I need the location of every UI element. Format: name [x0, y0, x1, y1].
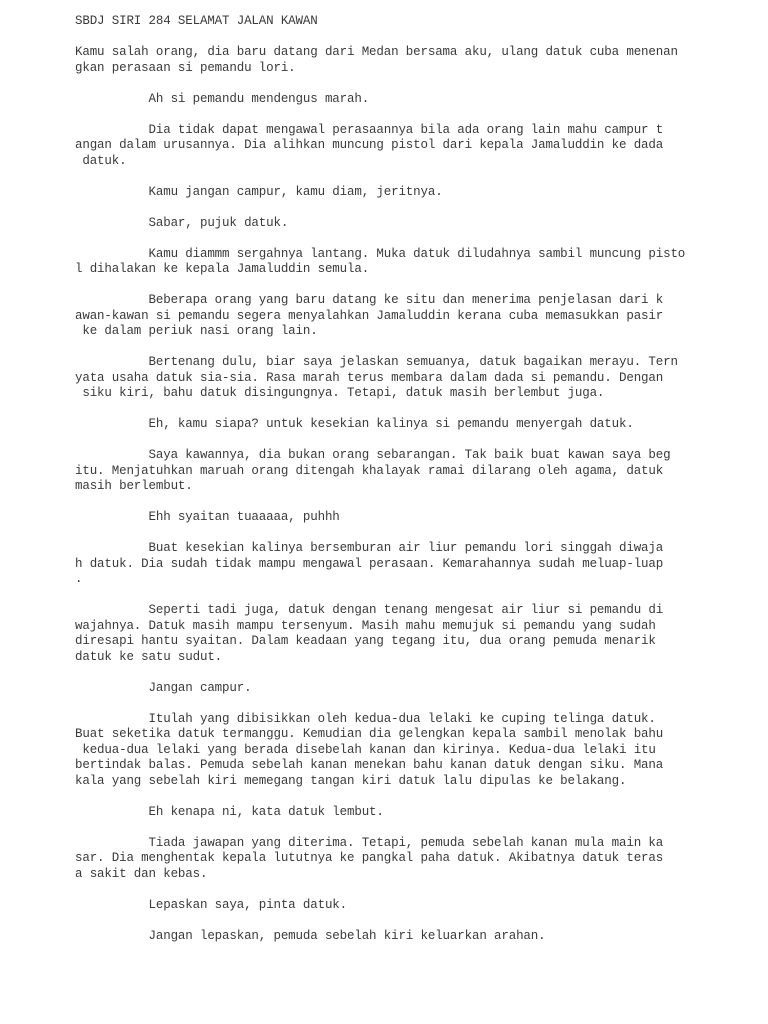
text-line: Kamu jangan campur, kamu diam, jeritnya. [75, 184, 443, 199]
paragraph [75, 247, 725, 278]
text-line: Beberapa orang yang baru datang ke situ dan menerima penjelasan dari k [75, 293, 664, 307]
paragraph [75, 510, 725, 526]
text-line: Bertenang dulu, biar saya jelaskan semuanya, datuk bagaikan merayu. Tern [75, 355, 678, 369]
paragraph [75, 681, 725, 697]
text-line: h datuk. Dia sudah tidak mampu mengawal perasaan. Kemarahannya sudah meluap-luap [75, 556, 664, 571]
text-line: Lepaskan saya, pinta datuk. [75, 897, 347, 912]
text-line: masih berlembut. [75, 479, 193, 493]
document-title: SBDJ SIRI 284 SELAMAT JALAN KAWAN [75, 14, 318, 28]
text-line: Saya kawannya, dia bukan orang sebarangan. Tak baik buat kawan saya beg [75, 448, 671, 462]
text-line: Kamu salah orang, dia baru datang dari Medan bersama aku, ulang datuk cuba menenan [75, 45, 678, 59]
text-line: a sakit dan kebas. [75, 866, 208, 881]
text-line: Kamu diammm sergahnya lantang. Muka datuk diludahnya sambil muncung pisto [75, 246, 686, 261]
paragraph [75, 417, 725, 433]
paragraph [75, 603, 725, 665]
text-line: Ah si pemandu mendengus marah. [75, 91, 370, 106]
text-line: . [75, 572, 83, 586]
text-line: Jangan campur. [75, 680, 252, 695]
text-line: Buat seketika datuk termanggu. Kemudian dia gelengkan kepala sambil menolak bahu [75, 727, 664, 741]
text-line: Eh kenapa ni, kata datuk lembut. [75, 804, 384, 819]
text-line: Ehh syaitan tuaaaaa, puhhh [75, 510, 340, 524]
paragraph [75, 45, 725, 76]
paragraph [75, 929, 725, 945]
text-line: Eh, kamu siapa? untuk kesekian kalinya si pemandu menyergah datuk. [75, 417, 634, 431]
document-page [75, 14, 725, 944]
text-line: itu. Menjatuhkan maruah orang ditengah khalayak ramai dilarang oleh agama, datuk [75, 463, 664, 478]
text-line: angan dalam urusannya. Dia alihkan muncung pistol dari kepala Jamaluddin ke dada [75, 138, 664, 152]
text-line: Sabar, pujuk datuk. [75, 215, 289, 230]
text-line: kedua-dua lelaki yang berada disebelah kanan dan kirinya. Kedua-dua lelaki itu [75, 742, 656, 757]
paragraph [75, 185, 725, 201]
text-line: kala yang sebelah kiri memegang tangan kiri datuk lalu dipulas ke belakang. [75, 773, 627, 788]
text-line: datuk ke satu sudut. [75, 649, 223, 664]
paragraph [75, 448, 725, 495]
text-line: awan-kawan si pemandu segera menyalahkan Jamaluddin kerana cuba memasukkan pasir [75, 308, 664, 323]
text-line: Itulah yang dibisikkan oleh kedua-dua lelaki ke cuping telinga datuk. [75, 711, 656, 726]
text-line: datuk. [75, 153, 127, 168]
paragraph [75, 92, 725, 108]
paragraph [75, 836, 725, 883]
paragraph [75, 898, 725, 914]
paragraph [75, 293, 725, 340]
text-line: ke dalam periuk nasi orang lain. [75, 324, 318, 338]
text-line: sar. Dia menghentak kepala lututnya ke pangkal paha datuk. Akibatnya datuk teras [75, 851, 664, 865]
text-line: bertindak balas. Pemuda sebelah kanan menekan bahu kanan datuk dengan siku. Mana [75, 758, 664, 772]
text-line: Seperti tadi juga, datuk dengan tenang mengesat air liur si pemandu di [75, 603, 664, 617]
text-line: Jangan lepaskan, pemuda sebelah kiri keluarkan arahan. [75, 928, 546, 943]
text-line: diresapi hantu syaitan. Dalam keadaan yang tegang itu, dua orang pemuda menarik [75, 634, 656, 648]
text-line: l dihalakan ke kepala Jamaluddin semula. [75, 262, 370, 276]
text-line: wajahnya. Datuk masih mampu tersenyum. Masih mahu memujuk si pemandu yang sudah [75, 618, 656, 633]
paragraph [75, 712, 725, 790]
document-body [75, 45, 725, 944]
paragraph [75, 355, 725, 402]
text-line: Dia tidak dapat mengawal perasaannya bila ada orang lain mahu campur t [75, 122, 664, 137]
paragraph [75, 805, 725, 821]
text-line: Buat kesekian kalinya bersemburan air liur pemandu lori singgah diwaja [75, 541, 664, 555]
text-line: siku kiri, bahu datuk disingungnya. Tetapi, datuk masih berlembut juga. [75, 386, 605, 400]
text-line: yata usaha datuk sia-sia. Rasa marah terus membara dalam dada si pemandu. Dengan [75, 370, 664, 385]
paragraph [75, 541, 725, 588]
text-line: Tiada jawapan yang diterima. Tetapi, pemuda sebelah kanan mula main ka [75, 835, 664, 850]
text-line: gkan perasaan si pemandu lori. [75, 60, 296, 75]
paragraph [75, 123, 725, 170]
paragraph [75, 216, 725, 232]
